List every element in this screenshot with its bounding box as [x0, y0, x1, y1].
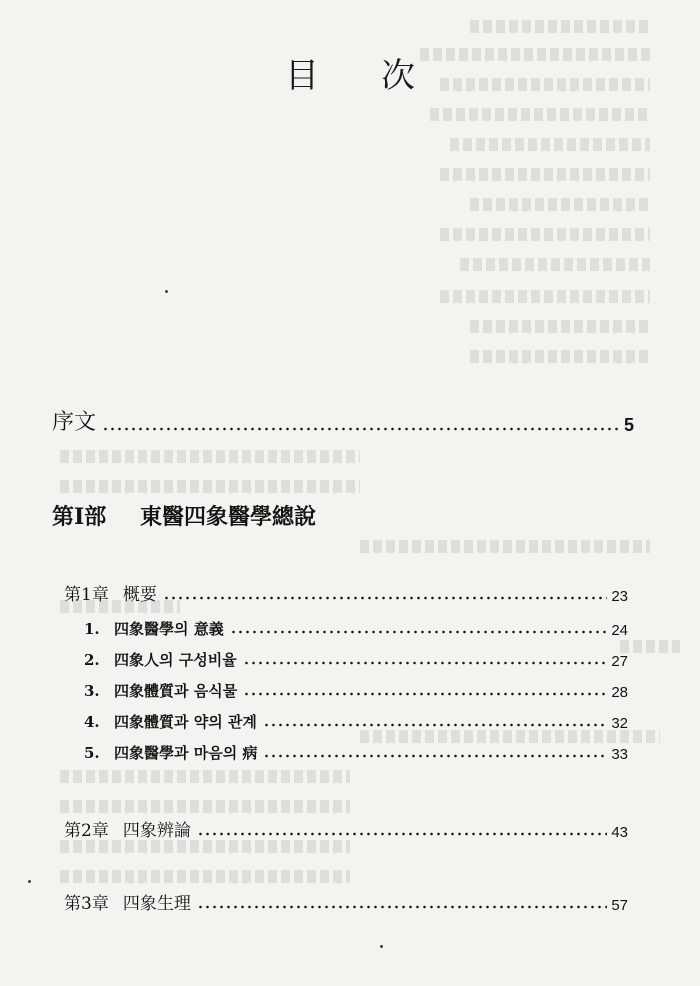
chapter-number: 第1章 — [64, 585, 109, 605]
section-number: 2. — [84, 651, 100, 669]
page-number: 24 — [611, 622, 628, 639]
toc-entry-section — [84, 742, 628, 763]
toc-entry-preface — [52, 405, 634, 436]
chapter-label — [64, 889, 191, 914]
page-number: 5 — [623, 415, 634, 435]
toc-entry-section — [84, 649, 628, 670]
section-label — [84, 618, 224, 639]
toc-entry-section — [84, 711, 628, 732]
part-number: 第Ⅰ部 — [52, 504, 107, 530]
section-label — [84, 680, 237, 701]
page-number: 57 — [611, 897, 628, 914]
chapter-title: 四象辨論 — [122, 821, 191, 841]
section-title: 四象醫學과 마음의 病 — [114, 744, 258, 762]
section-title: 四象人의 구성비율 — [114, 651, 237, 669]
dot-leader — [102, 427, 620, 431]
section-label — [84, 711, 257, 732]
toc-entry-chapter — [64, 816, 628, 841]
toc-entry-chapter — [64, 580, 628, 605]
section-number: 1. — [84, 620, 100, 638]
section-number: 5. — [84, 744, 100, 762]
page-number: 28 — [611, 684, 628, 701]
dot-leader — [197, 832, 607, 836]
chapter-number: 第3章 — [64, 894, 109, 914]
dot-leader — [243, 661, 608, 665]
paper-speck — [380, 945, 383, 948]
dot-leader — [243, 692, 607, 696]
page-number: 23 — [611, 588, 628, 605]
section-label — [84, 649, 237, 670]
section-title: 四象醫學의 意義 — [114, 620, 224, 638]
page-number: 32 — [611, 715, 628, 732]
chapter-label — [64, 580, 157, 605]
chapter-title: 概要 — [122, 585, 157, 605]
chapter-number: 第2章 — [64, 821, 109, 841]
page-number: 43 — [611, 824, 628, 841]
page-number: 27 — [611, 653, 628, 670]
section-number: 4. — [84, 713, 100, 731]
section-title: 四象體質과 약의 관계 — [114, 713, 257, 731]
paper-speck — [165, 290, 168, 293]
toc-entry-section — [84, 618, 628, 639]
dot-leader — [263, 754, 607, 758]
paper-speck — [28, 880, 31, 883]
section-label — [84, 742, 257, 763]
dot-leader — [163, 596, 607, 600]
preface-label: 序文 — [52, 410, 97, 435]
part-heading — [52, 500, 316, 531]
chapter-title: 四象生理 — [122, 894, 191, 914]
section-number: 3. — [84, 682, 100, 700]
section-title: 四象體質과 음식물 — [114, 682, 238, 700]
toc-entry-section — [84, 680, 628, 701]
part-title: 東醫四象醫學總說 — [139, 504, 316, 530]
toc-entry-chapter — [64, 889, 628, 914]
page-number: 33 — [611, 746, 628, 763]
dot-leader — [197, 905, 607, 909]
dot-leader — [263, 723, 607, 727]
dot-leader — [230, 630, 608, 634]
page-title: 目次 — [285, 56, 477, 96]
chapter-label — [64, 816, 191, 841]
